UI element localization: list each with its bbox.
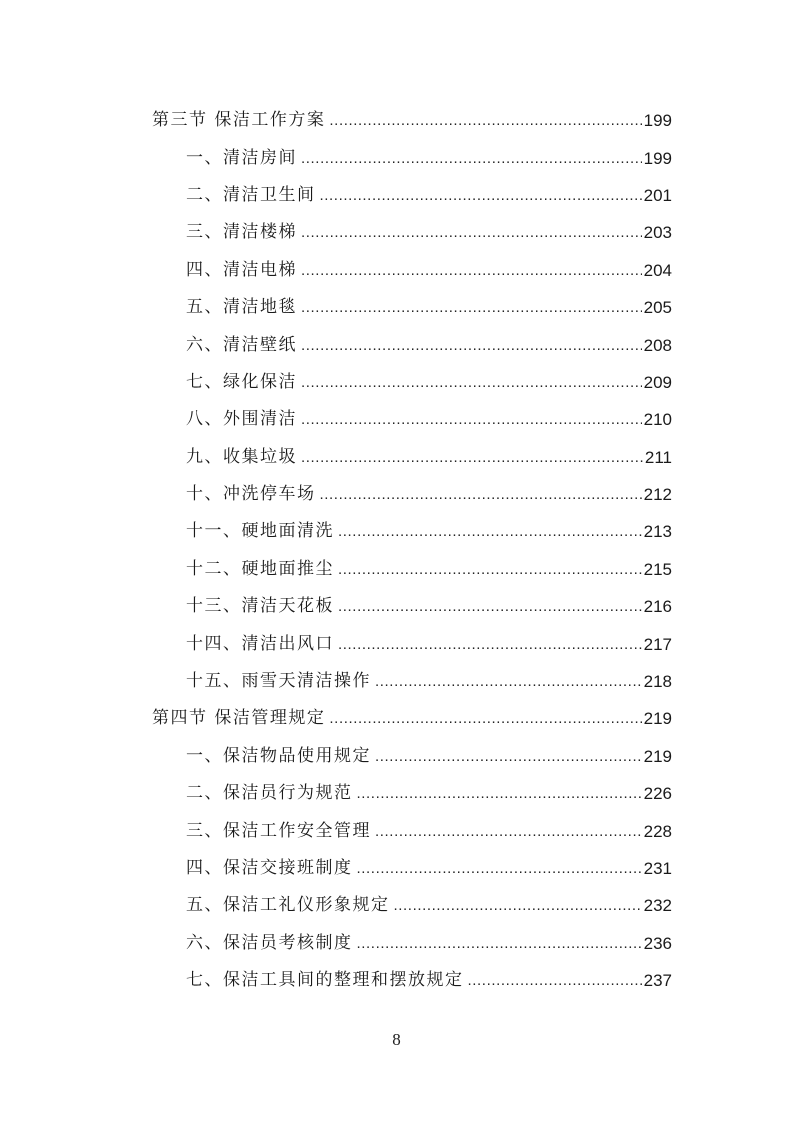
dot-leader xyxy=(357,850,642,887)
toc-entry[interactable] xyxy=(152,588,672,625)
toc-page: 232 xyxy=(642,887,672,924)
toc-entry[interactable] xyxy=(152,139,672,176)
dot-leader xyxy=(375,663,642,700)
toc-page: 201 xyxy=(642,177,672,214)
toc-entry[interactable] xyxy=(152,289,672,326)
dot-leader xyxy=(357,925,642,962)
toc-page: 210 xyxy=(642,401,672,438)
page-number: 8 xyxy=(392,1030,401,1049)
toc-label: 十四、清洁出风口 xyxy=(186,626,338,663)
dot-leader xyxy=(301,364,642,401)
dot-leader xyxy=(468,962,642,999)
dot-leader xyxy=(357,775,642,812)
toc-page: 199 xyxy=(642,102,672,139)
toc-section-3[interactable] xyxy=(152,102,672,139)
toc-label: 四、清洁电梯 xyxy=(186,252,301,289)
toc-page: 209 xyxy=(642,364,672,401)
toc-entry[interactable] xyxy=(152,775,672,812)
toc-page: 203 xyxy=(642,214,672,251)
dot-leader xyxy=(320,476,642,513)
dot-leader xyxy=(338,626,642,663)
toc-page: 204 xyxy=(642,252,672,289)
dot-leader xyxy=(301,289,642,326)
toc-label: 七、绿化保洁 xyxy=(186,364,301,401)
toc-page: 219 xyxy=(642,700,672,737)
dot-leader xyxy=(301,401,642,438)
toc-entry[interactable] xyxy=(152,738,672,775)
toc-entry[interactable] xyxy=(152,962,672,999)
toc-label: 十三、清洁天花板 xyxy=(186,588,338,625)
toc-entry[interactable] xyxy=(152,850,672,887)
toc-page: 208 xyxy=(642,327,672,364)
dot-leader xyxy=(301,214,642,251)
toc-label: 十一、硬地面清洗 xyxy=(186,513,338,550)
toc-label: 十、冲洗停车场 xyxy=(186,476,320,513)
dot-leader xyxy=(338,551,642,588)
toc-page: 237 xyxy=(642,962,672,999)
table-of-contents xyxy=(152,102,672,999)
toc-entry[interactable] xyxy=(152,364,672,401)
toc-page: 211 xyxy=(643,439,672,476)
toc-entry[interactable] xyxy=(152,476,672,513)
dot-leader xyxy=(375,813,642,850)
toc-page: 236 xyxy=(642,925,672,962)
toc-label: 四、保洁交接班制度 xyxy=(186,850,357,887)
toc-entry[interactable] xyxy=(152,513,672,550)
toc-page: 228 xyxy=(642,813,672,850)
toc-page: 216 xyxy=(642,588,672,625)
toc-label: 六、清洁壁纸 xyxy=(186,327,301,364)
toc-entry[interactable] xyxy=(152,812,672,849)
toc-entry[interactable] xyxy=(152,439,672,476)
toc-label: 十五、雨雪天清洁操作 xyxy=(186,663,375,700)
toc-entry[interactable] xyxy=(152,625,672,662)
toc-entry[interactable] xyxy=(152,252,672,289)
toc-label: 五、保洁工礼仪形象规定 xyxy=(186,887,394,924)
toc-page: 212 xyxy=(642,476,672,513)
toc-page: 215 xyxy=(642,551,672,588)
dot-leader xyxy=(301,140,642,177)
dot-leader xyxy=(394,887,642,924)
dot-leader xyxy=(329,102,641,139)
toc-label: 五、清洁地毯 xyxy=(186,289,301,326)
toc-entry[interactable] xyxy=(152,925,672,962)
toc-entry[interactable] xyxy=(152,551,672,588)
toc-label: 一、清洁房间 xyxy=(186,140,301,177)
toc-entry[interactable] xyxy=(152,177,672,214)
toc-label: 七、保洁工具间的整理和摆放规定 xyxy=(186,962,468,999)
toc-label: 第三节 保洁工作方案 xyxy=(152,102,329,139)
toc-label: 十二、硬地面推尘 xyxy=(186,551,338,588)
dot-leader xyxy=(375,738,642,775)
dot-leader xyxy=(301,252,642,289)
dot-leader xyxy=(301,439,643,476)
toc-entry[interactable] xyxy=(152,887,672,924)
toc-entry[interactable] xyxy=(152,214,672,251)
toc-page: 226 xyxy=(642,775,672,812)
dot-leader xyxy=(338,588,642,625)
toc-page: 217 xyxy=(642,626,672,663)
toc-label: 一、保洁物品使用规定 xyxy=(186,738,375,775)
toc-label: 六、保洁员考核制度 xyxy=(186,925,357,962)
toc-label: 二、清洁卫生间 xyxy=(186,177,320,214)
dot-leader xyxy=(329,700,641,737)
toc-section-4[interactable] xyxy=(152,700,672,737)
dot-leader xyxy=(338,513,642,550)
dot-leader xyxy=(320,177,642,214)
toc-page: 231 xyxy=(642,850,672,887)
toc-label: 三、保洁工作安全管理 xyxy=(186,813,375,850)
toc-page: 213 xyxy=(642,513,672,550)
toc-label: 九、收集垃圾 xyxy=(186,439,301,476)
toc-page: 219 xyxy=(642,738,672,775)
toc-label: 八、外围清洁 xyxy=(186,401,301,438)
toc-entry[interactable] xyxy=(152,401,672,438)
toc-label: 第四节 保洁管理规定 xyxy=(152,700,329,737)
toc-entry[interactable] xyxy=(152,663,672,700)
toc-label: 二、保洁员行为规范 xyxy=(186,775,357,812)
toc-page: 205 xyxy=(642,289,672,326)
toc-label: 三、清洁楼梯 xyxy=(186,214,301,251)
toc-page: 199 xyxy=(642,140,672,177)
toc-page: 218 xyxy=(642,663,672,700)
dot-leader xyxy=(301,327,642,364)
toc-entry[interactable] xyxy=(152,326,672,363)
